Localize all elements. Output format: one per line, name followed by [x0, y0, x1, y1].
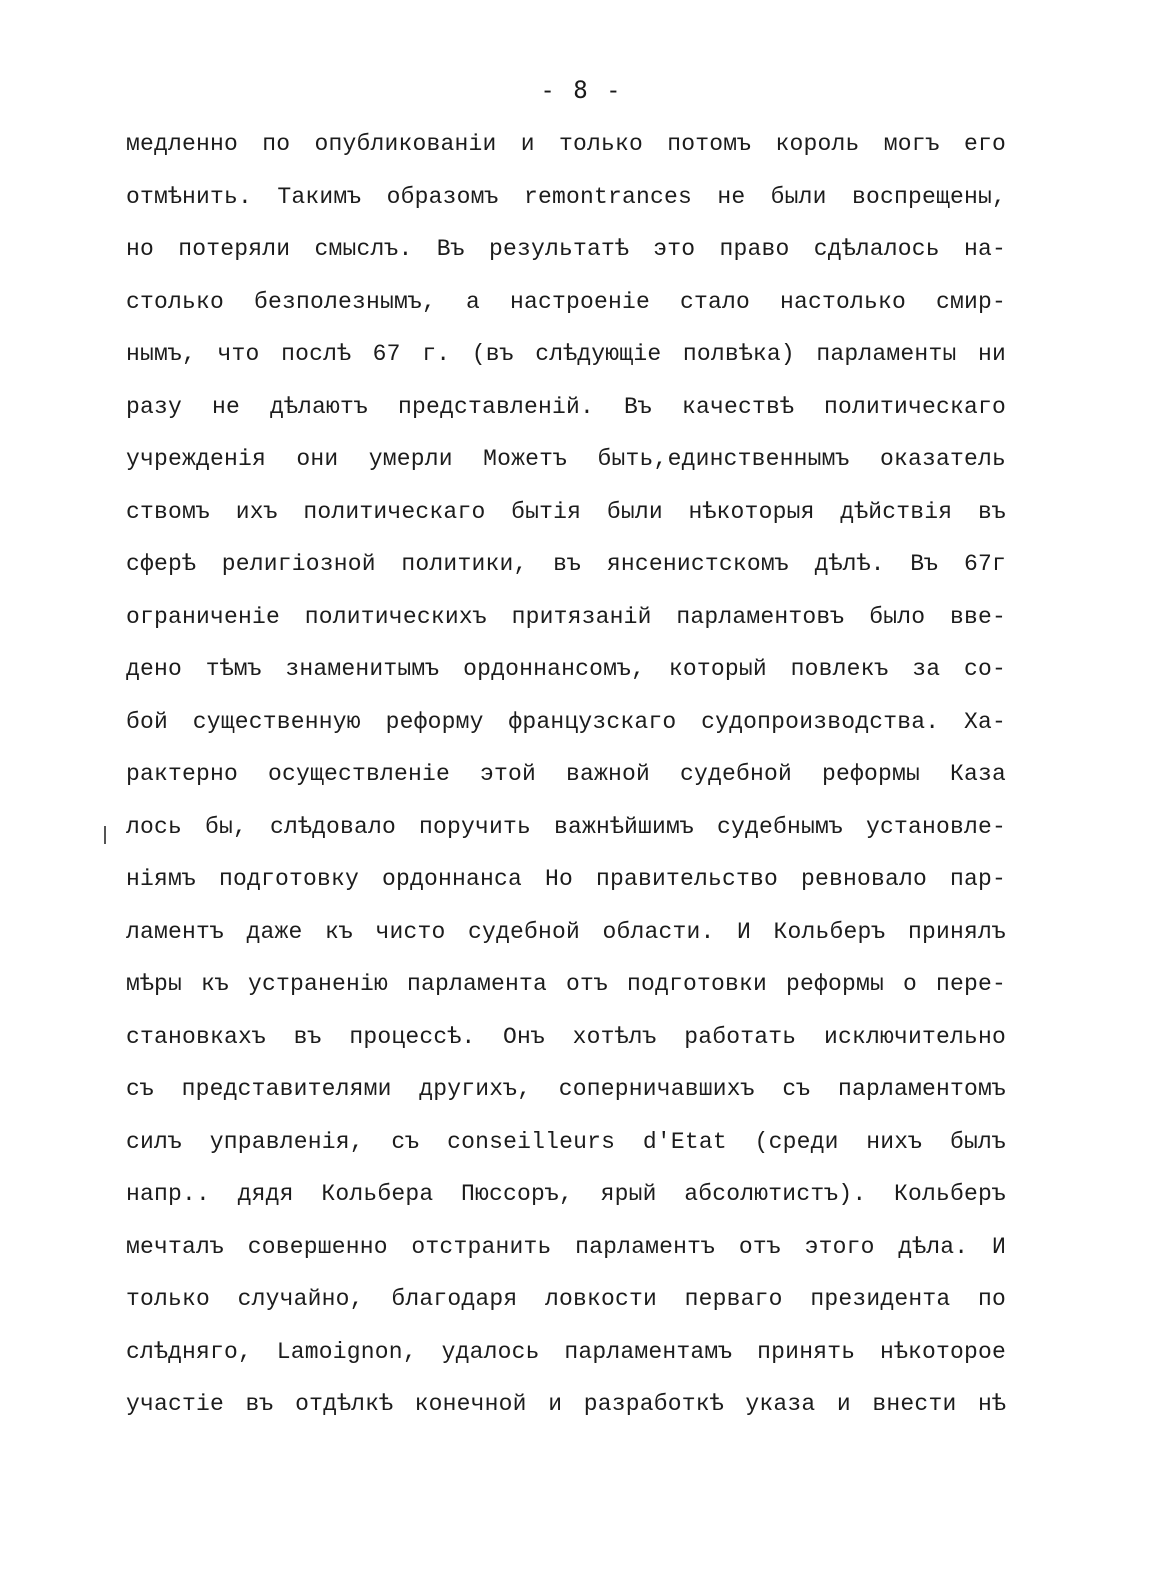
text-line: столько безполезнымъ, а настроеніе стало настолько смир-: [126, 288, 1006, 315]
text-line: силъ управленія, съ conseilleurs d'Etat (среди нихъ былъ: [126, 1128, 1006, 1155]
text-line: но потеряли смыслъ. Въ результатѣ это право сдѣлалось на-: [126, 236, 1006, 262]
text-line: слѣдняго, Lamoignon, удалось парламентамъ принять нѣкоторое: [126, 1338, 1006, 1365]
text-line: напр.. дядя Кольбера Пюссоръ, ярый абсолютистъ). Кольберъ: [126, 1181, 1006, 1207]
text-line: разу не дѣлаютъ представленій. Въ качествѣ политическаго: [126, 393, 1006, 420]
text-line: только случайно, благодаря ловкости перваго президента по: [126, 1286, 1006, 1312]
text-line: съ представителями другихъ, соперничавшихъ съ парламентомъ: [126, 1076, 1006, 1102]
text-line: бой существенную реформу французскаго судопроизводства. Ха-: [126, 708, 1006, 735]
text-line: мечталъ совершенно отстранить парламентъ отъ этого дѣла. И: [126, 1233, 1006, 1260]
text-line: отмѣнить. Такимъ образомъ remontrances не были воспрещены,: [126, 183, 1006, 210]
text-line: нымъ, что послѣ 67 г. (въ слѣдующіе полвѣка) парламенты ни: [126, 341, 1006, 367]
text-line: дено тѣмъ знаменитымъ ордоннансомъ, который повлекъ за со-: [126, 656, 1006, 682]
text-line: ограниченіе политическихъ притязаній парламентовъ было вве-: [126, 603, 1006, 630]
text-line: медленно по опубликованіи и только потомъ король могъ его: [126, 131, 1006, 157]
text-line: ламентъ даже къ чисто судебной области. И Кольберъ принялъ: [126, 918, 1006, 945]
body-text: [126, 118, 1006, 1431]
text-line: ствомъ ихъ политическаго бытія были нѣкоторыя дѣйствія въ: [126, 498, 1006, 525]
text-line: становкахъ въ процессѣ. Онъ хотѣлъ работать исключительно: [126, 1023, 1006, 1050]
text-line: лось бы, слѣдовало поручить важнѣйшимъ судебнымъ установле-: [126, 813, 1006, 840]
text-line: ніямъ подготовку ордоннанса Но правительство ревновало пар-: [126, 866, 1006, 892]
page-number: - 8 -: [540, 76, 623, 104]
margin-mark: [104, 826, 106, 844]
text-line: сферѣ религіозной политики, въ янсенистскомъ дѣлѣ. Въ 67г: [126, 551, 1006, 577]
text-line: мѣры къ устраненію парламента отъ подготовки реформы о пере-: [126, 971, 1006, 997]
text-line: учрежденія они умерли Можетъ быть,единственнымъ оказатель: [126, 446, 1006, 472]
text-line: участіе въ отдѣлкѣ конечной и разработкѣ указа и внести нѣ: [126, 1391, 1006, 1417]
text-line: рактерно осуществленіе этой важной судебной реформы Каза: [126, 761, 1006, 787]
